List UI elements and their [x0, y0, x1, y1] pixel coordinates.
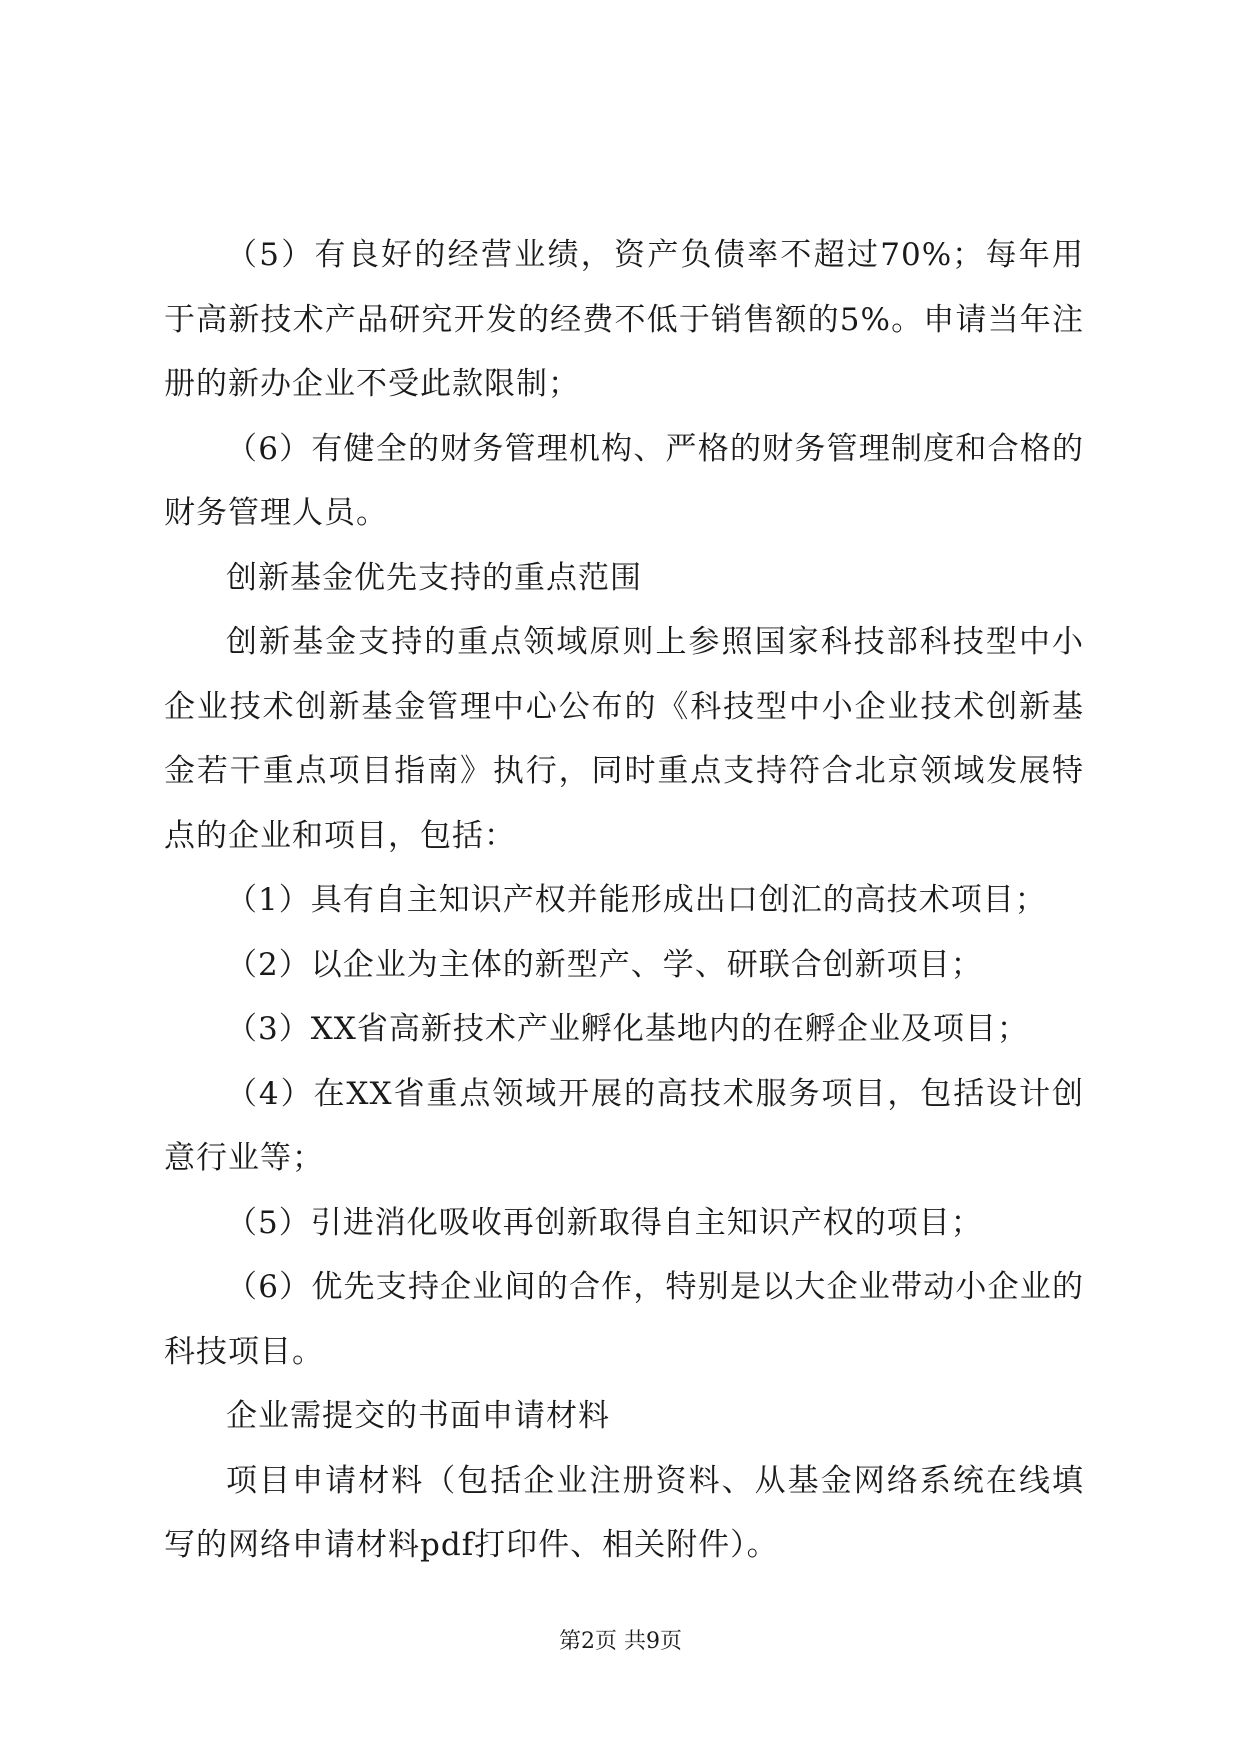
document-body	[164, 223, 1084, 1578]
list-item-scope-1: （1）具有自主知识产权并能形成出口创汇的高技术项目；	[226, 882, 1047, 918]
list-item-scope-4: （4）在XX省重点领域开展的高技术服务项目，包括设计创意行业等；	[164, 1075, 1084, 1176]
section-heading-priority-scope: 创新基金优先支持的重点范围	[226, 559, 642, 596]
paragraph-condition-6: （6）有健全的财务管理机构、严格的财务管理制度和合格的财务管理人员。	[164, 430, 1084, 531]
page-number-footer: 第2页 共9页	[559, 1629, 682, 1654]
list-item-scope-2: （2）以企业为主体的新型产、学、研联合创新项目；	[226, 946, 983, 983]
paragraph-key-areas: 创新基金支持的重点领域原则上参照国家科技部科技型中小企业技术创新基金管理中心公布的《科技型中小企业技术创新基金若干重点项目指南》执行，同时重点支持符合北京领域发展特点的企业和项目，包括：	[164, 624, 1084, 854]
paragraph-condition-5: （5）有良好的经营业绩，资产负债率不超过70%；每年用于高新技术产品研究开发的经费不低于销售额的5%。申请当年注册的新办企业不受此款限制；	[164, 237, 1084, 402]
list-item-scope-5: （5）引进消化吸收再创新取得自主知识产权的项目；	[226, 1204, 983, 1241]
paragraph-application-materials: 项目申请材料（包括企业注册资料、从基金网络系统在线填写的网络申请材料pdf打印件、相关附件）。	[164, 1462, 1084, 1563]
list-item-scope-3: （3）XX省高新技术产业孵化基地内的在孵企业及项目；	[226, 1011, 1029, 1047]
section-heading-materials: 企业需提交的书面申请材料	[226, 1398, 610, 1434]
list-item-scope-6: （6）优先支持企业间的合作，特别是以大企业带动小企业的科技项目。	[164, 1269, 1084, 1370]
